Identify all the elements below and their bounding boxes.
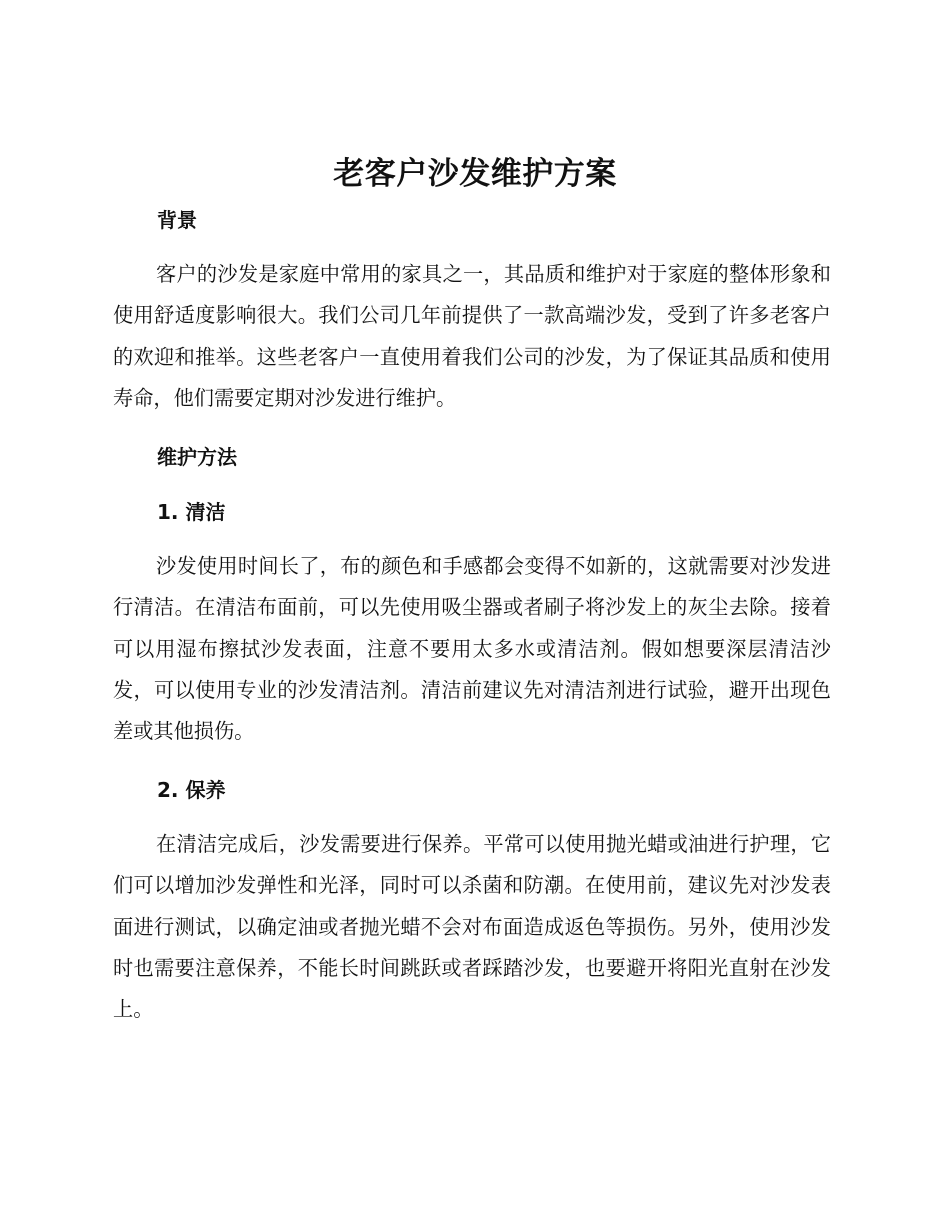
section-heading-maintenance: 2. 保养: [157, 778, 226, 802]
section-heading-methods: 维护方法: [157, 445, 237, 469]
paragraph-maintenance: 在清洁完成后，沙发需要进行保养。平常可以使用抛光蜡或油进行护理，它们可以增加沙发弹性和光泽，同时可以杀菌和防潮。在使用前，建议先对沙发表面进行测试，以确定油或者抛光蜡不会对布面造成返色等损伤。另外，使用沙发时也需要注意保养，不能长时间跳跃或者踩踏沙发，也要避开将阳光直射在沙发上。: [113, 832, 831, 1022]
section-heading-background: 背景: [157, 208, 197, 232]
paragraph-cleaning: 沙发使用时间长了，布的颜色和手感都会变得不如新的，这就需要对沙发进行清洁。在清洁布面前，可以先使用吸尘器或者刷子将沙发上的灰尘去除。接着可以用湿布擦拭沙发表面，注意不要用太多水或清洁剂。假如想要深层清洁沙发，可以使用专业的沙发清洁剂。清洁前建议先对清洁剂进行试验，避开出现色差或其他损伤。: [113, 554, 831, 744]
section-heading-cleaning: 1. 清洁: [157, 500, 226, 524]
document-title: 老客户沙发维护方案: [333, 156, 617, 192]
paragraph-background: 客户的沙发是家庭中常用的家具之一，其品质和维护对于家庭的整体形象和使用舒适度影响很大。我们公司几年前提供了一款高端沙发，受到了许多老客户的欢迎和推举。这些老客户一直使用着我们公司的沙发，为了保证其品质和使用寿命，他们需要定期对沙发进行维护。: [113, 262, 831, 410]
